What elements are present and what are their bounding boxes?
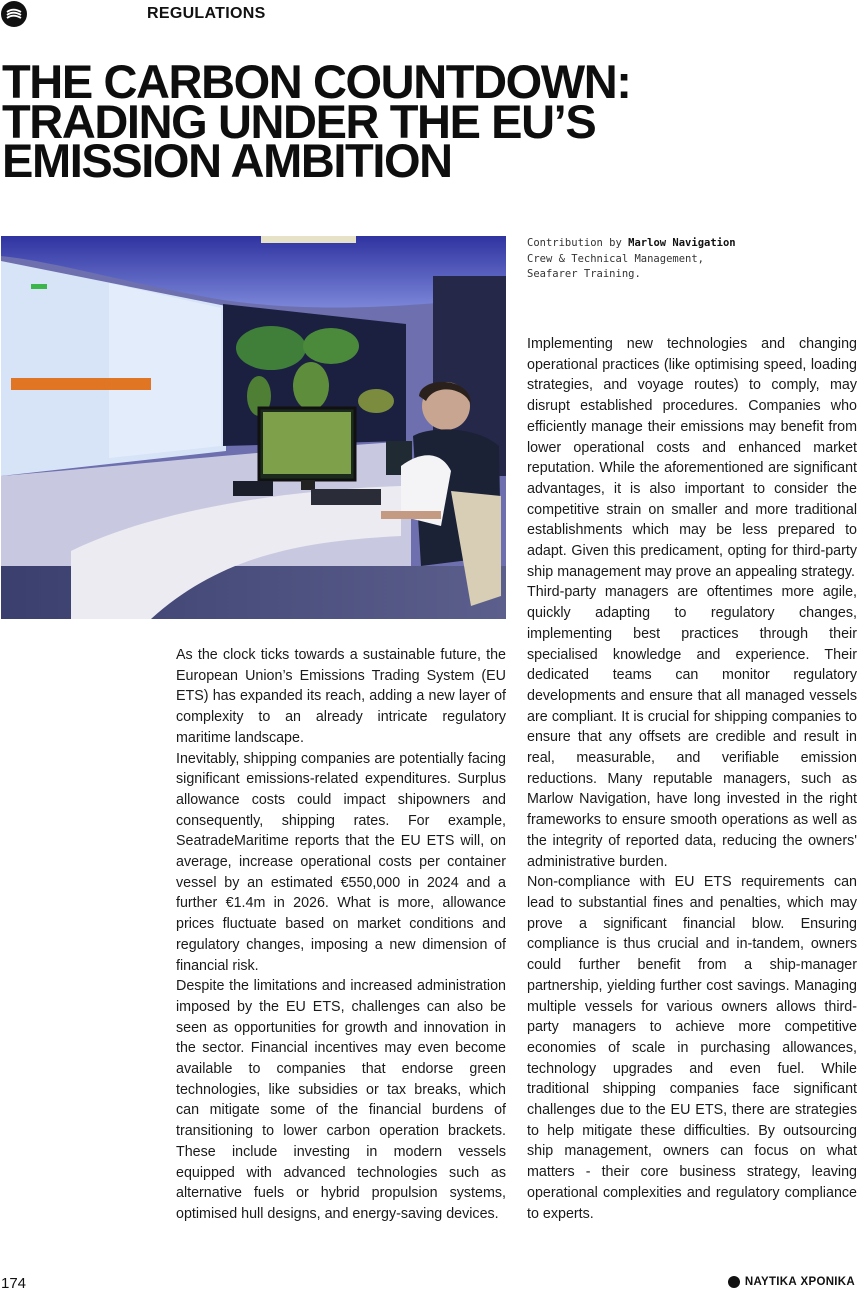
title-line-1: THE CARBON COUNTDOWN: [2, 55, 631, 108]
article-title [2, 55, 857, 187]
paragraph: Non-compliance with EU ETS requirements can lead to substantial fines and penalties, which may prove a significant financial blow. Ensuring compliance is thus crucial and in-tandem, owners could further benefit from a ship-manager partnership, yielding further cost savings. Managing multiple vessels for various owners allows third-party managers to achieve more competitive economies of scale in purchasing allowances, technology upgrades and even fuel. While traditional shipping companies face significant challenges due to the EU ETS, there are strategies to help mitigate these difficulties. By outsourcing ship management, owners can focus on what matters - their core business strategy, leaving operational complexities and regulatory compliance to experts. [527, 874, 857, 1222]
publisher-mark [728, 1276, 855, 1288]
contribution-line-1 [527, 236, 847, 252]
wave-lines-icon [1, 1, 27, 27]
section-label: REGULATIONS [147, 5, 266, 22]
paragraph: Third-party managers are oftentimes more agile, quickly adapting to regulatory changes, implementing best practices through their specialised knowledge and experience. Their dedicated teams can monitor regulatory developments and ensure that all managed vessels are compliant. It is crucial for shipping companies to ensure that any offsets are credible and result in real, measurable, and verifiable emission reductions. Many reputable managers, such as Marlow Navigation, have long invested in the right frameworks to ensure smooth operations as well as the integrity of reported data, reducing the owners' administrative burden. [527, 584, 857, 870]
paragraph: Implementing new technologies and changing operational practices (like optimising speed, loading strategies, and voyage routes) to comply, may disrupt established procedures. Companies who efficiently manage their emissions may benefit from lower operational costs and enhanced market reputation. While the aforementioned are significant advantages, it is also important to consider the competitive strain on smaller and more traditional establishments which may be less prepared to adapt. Given this predicament, opting for third-party ship management may prove an appealing strategy. [527, 336, 857, 580]
contribution-note [527, 236, 847, 283]
paragraph: As the clock ticks towards a sustainable future, the European Union’s Emissions Trading System (EU ETS) has expanded its reach, adding a new layer of complexity to an already intricate regulatory maritime landscape. [176, 647, 506, 746]
contribution-line-3: Seafarer Training. [527, 268, 641, 280]
title-line-2: TRADING UNDER THE EU’S [2, 94, 596, 148]
article-column-right [527, 334, 857, 1224]
publisher-name: ΝΑΥΤΙΚΑ ΧΡΟΝΙΚΑ [744, 1276, 855, 1288]
publisher-logo-icon [728, 1276, 740, 1288]
article-column-left [176, 645, 506, 1225]
title-line-3: EMISSION AMBITION [2, 134, 452, 187]
contribution-prefix: Contribution by [527, 237, 622, 249]
contribution-line-2: Crew & Technical Management, [527, 252, 705, 265]
paragraph: Despite the limitations and increased administration imposed by the EU ETS, challenges can also be seen as opportunities for growth and innovation in the sector. Financial incentives may even become available to companies that endorse green technologies, like subsidies or tax breaks, which can mitigate some of the financial burdens of transitioning to lower carbon operation brackets. These include investing in modern vessels equipped with advanced technologies such as alternative fuels or hybrid propulsion systems, optimised hull designs, and energy-saving devices. [176, 978, 506, 1222]
control-room-photo [1, 236, 506, 619]
page-number: 174 [1, 1275, 27, 1292]
paragraph: Inevitably, shipping companies are potentially facing significant emissions-related expenditures. Surplus allowance costs could impact shipowners and consequently, shipping rates. For example, SeatradeMaritime reports that the EU ETS will, on average, increase operational costs per container vessel by an estimated €550,000 in 2024 and a further €1.4m in 2026. What is more, allowance prices fluctuate based on market conditions and regulatory changes, imposing a new dimension of financial risk. [176, 750, 506, 974]
contribution-author: Marlow Navigation [628, 237, 736, 249]
